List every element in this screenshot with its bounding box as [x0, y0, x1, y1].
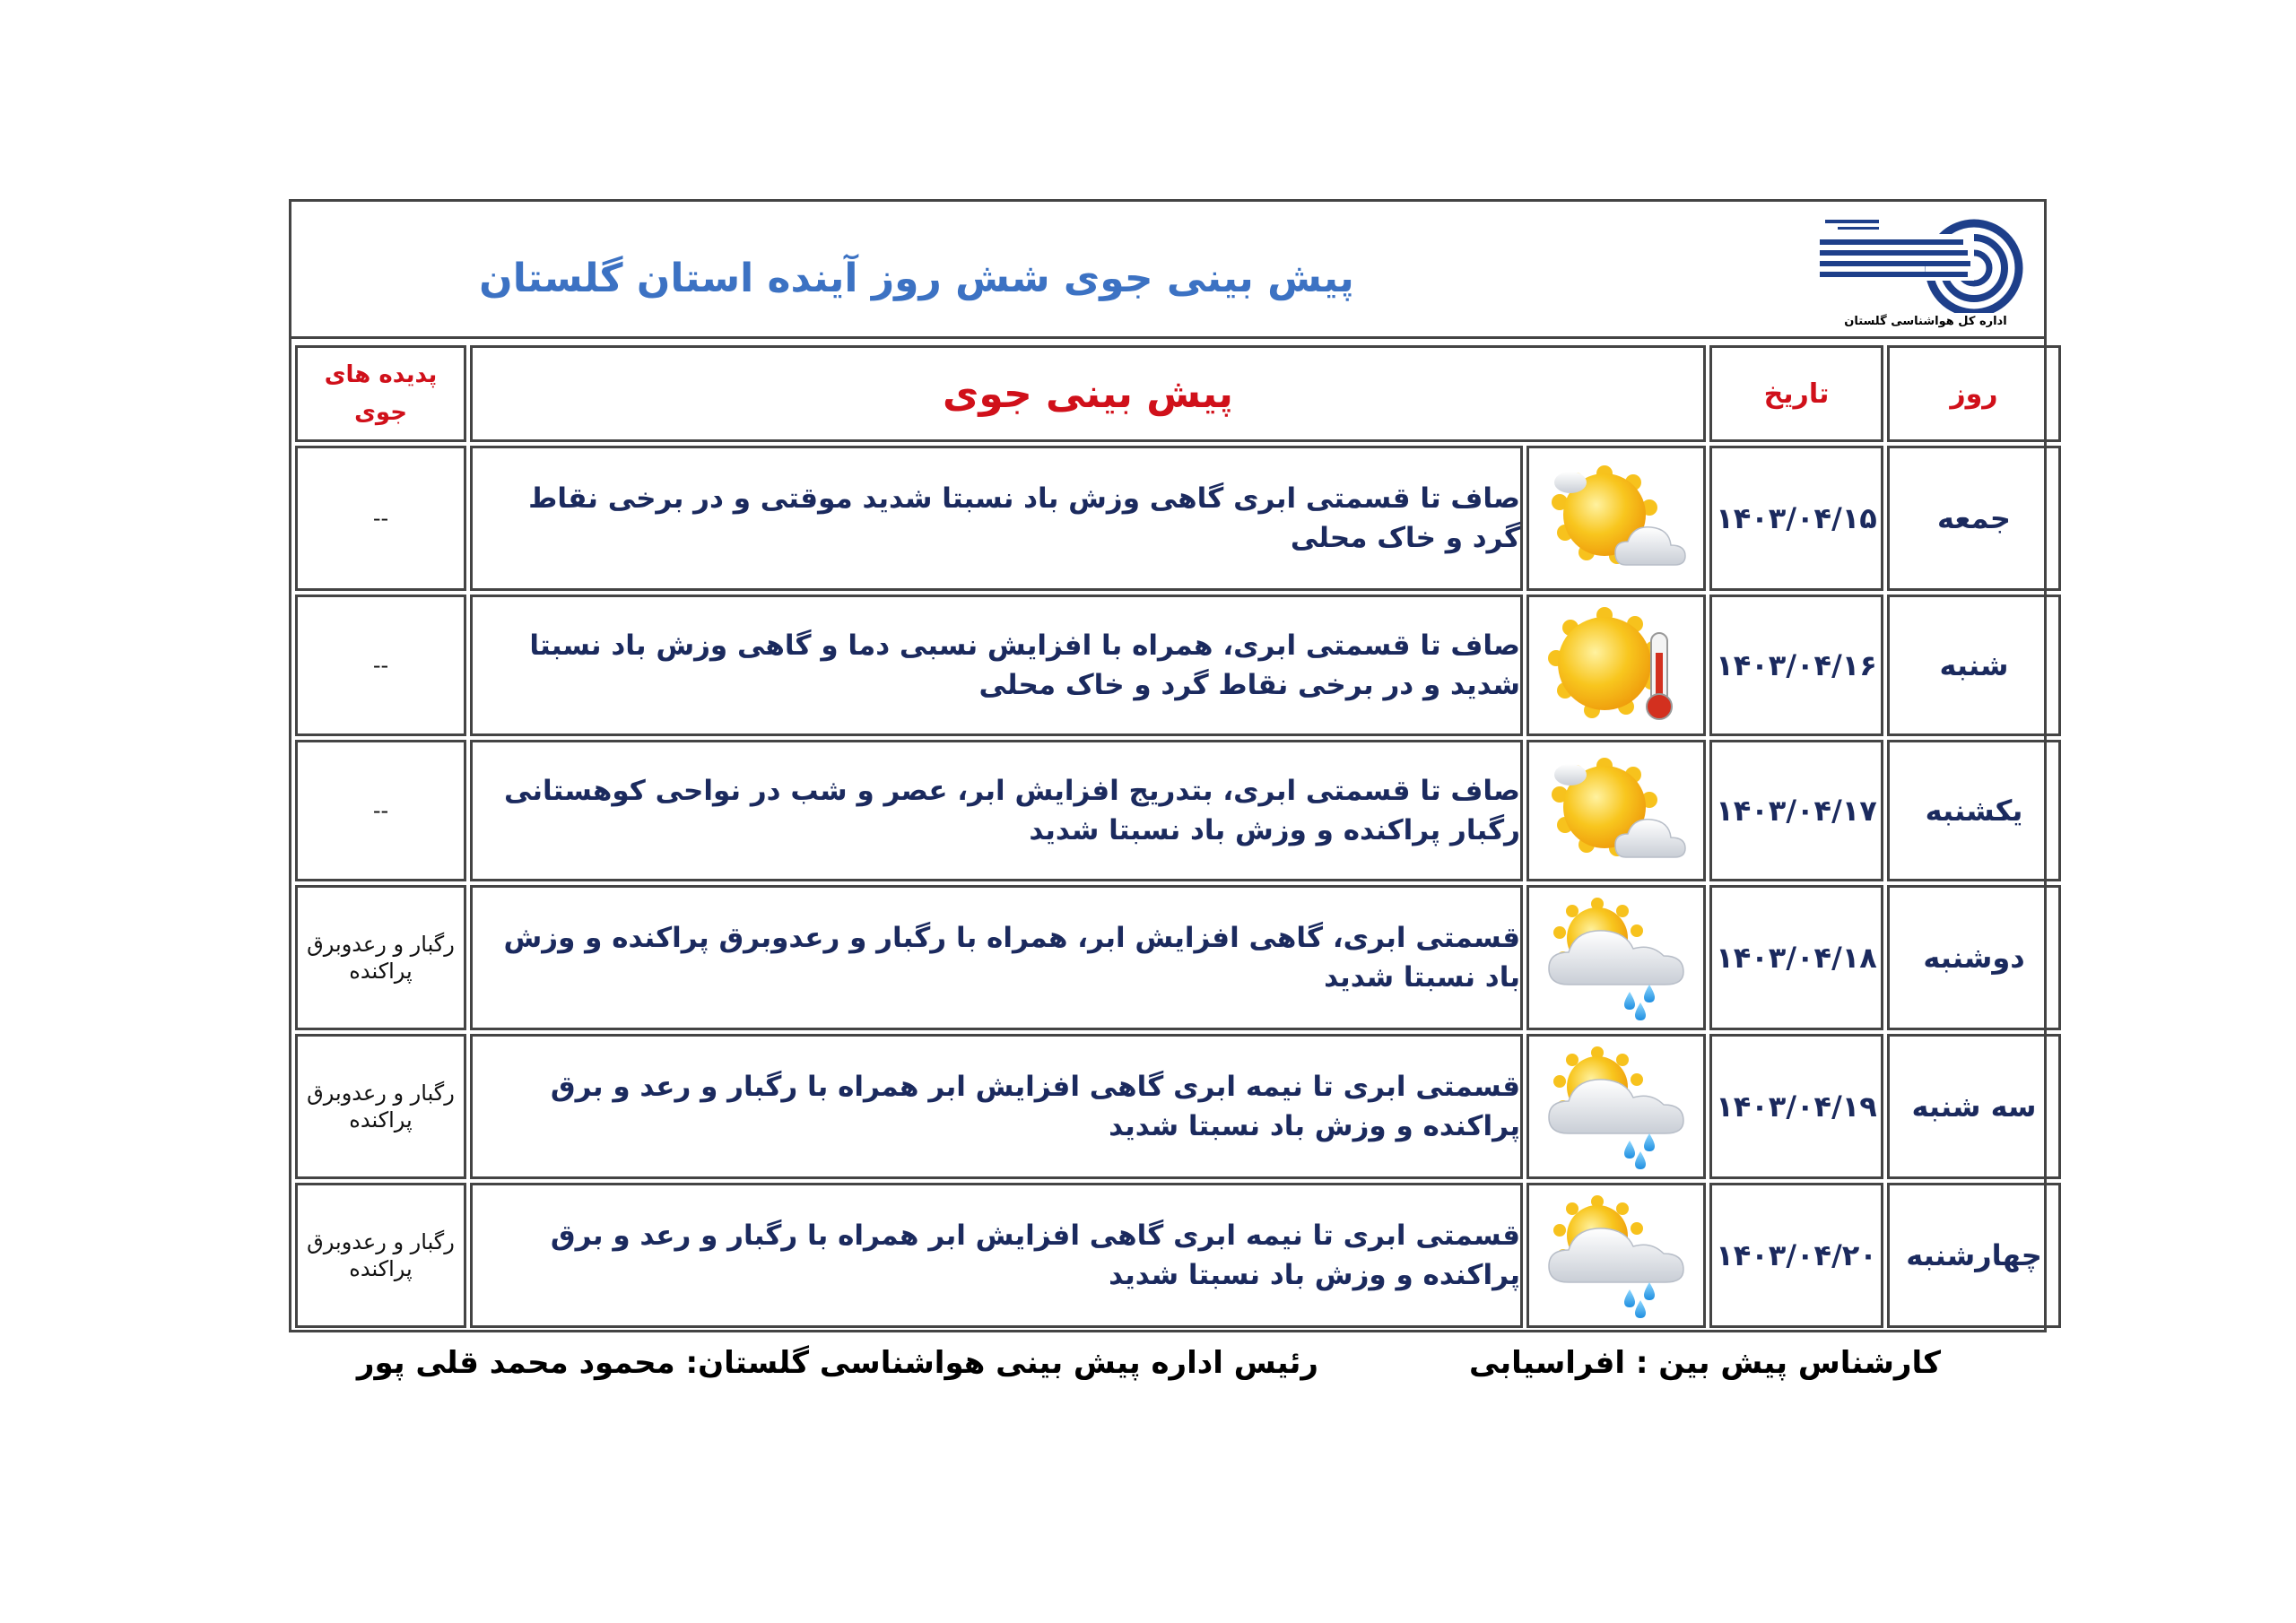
forecast-text: قسمتی ابری تا نیمه ابری گاهی افزایش ابر همراه با رگبار و رعد و برق پراکنده و وزش باد نسبتا شدید	[470, 1034, 1523, 1179]
weather-icon-cell	[1526, 885, 1706, 1030]
phenomena-cell: رگبار و رعدوبرق پراکنده	[295, 1183, 466, 1328]
forecast-text: صاف تا قسمتی ابری، بتدریج افزایش ابر، عصر و شب در نواحی کوهستانی رگبار پراکنده و وزش باد نسبتا شدید	[470, 740, 1523, 881]
date-cell: ۱۴۰۳/۰۴/۱۹	[1709, 1034, 1883, 1179]
date-cell: ۱۴۰۳/۰۴/۱۷	[1709, 740, 1883, 881]
table-row	[295, 1034, 2061, 1179]
weather-icon-cell	[1526, 1034, 1706, 1179]
forecast-text: قسمتی ابری، گاهی افزایش ابر، همراه با رگبار و رعدوبرق پراکنده و وزش باد نسبتا شدید	[470, 885, 1523, 1030]
phenomena-cell: --	[295, 446, 466, 591]
forecast-text: صاف تا قسمتی ابری، همراه با افزایش نسبی دما و گاهی وزش باد نسبتا شدید و در برخی نقاط گرد و خاک محلی	[470, 595, 1523, 736]
sun-cloud-icon	[1540, 456, 1692, 581]
sun-cloud-icon	[1540, 748, 1692, 873]
column-header-phenomena: پدیده های جوی	[295, 345, 466, 442]
forecast-text: قسمتی ابری تا نیمه ابری گاهی افزایش ابر همراه با رگبار و رعد و برق پراکنده و وزش باد نسبتا شدید	[470, 1183, 1523, 1328]
date-cell: ۱۴۰۳/۰۴/۱۶	[1709, 595, 1883, 736]
phenomena-cell: رگبار و رعدوبرق پراکنده	[295, 885, 466, 1030]
table-row	[295, 446, 2061, 591]
table-row	[295, 595, 2061, 736]
day-cell: چهارشنبه	[1887, 1183, 2061, 1328]
phenomena-cell: --	[295, 595, 466, 736]
day-cell: شنبه	[1887, 595, 2061, 736]
table-row	[295, 740, 2061, 881]
weather-icon-cell	[1526, 740, 1706, 881]
sun-cloud-rain-icon	[1540, 1193, 1692, 1318]
table-row	[295, 1183, 2061, 1328]
forecaster-name: کارشناس پیش بین : افراسیابی	[1469, 1345, 1941, 1381]
phenomena-cell: --	[295, 740, 466, 881]
sheet-header	[291, 202, 2044, 339]
page-title: پیش بینی جوی شش روز آینده استان گلستان	[479, 256, 1354, 301]
day-cell: یکشنبه	[1887, 740, 2061, 881]
day-cell: دوشنبه	[1887, 885, 2061, 1030]
column-header-day: روز	[1887, 345, 2061, 442]
date-cell: ۱۴۰۳/۰۴/۲۰	[1709, 1183, 1883, 1328]
phenomena-cell: رگبار و رعدوبرق پراکنده	[295, 1034, 466, 1179]
column-header-date: تاریخ	[1709, 345, 1883, 442]
meteorological-organization-logo	[1820, 213, 2031, 331]
weather-icon-cell	[1526, 595, 1706, 736]
column-header-forecast: پیش بینی جوی	[470, 345, 1706, 442]
table-row	[295, 885, 2061, 1030]
sun-cloud-rain-icon	[1540, 1044, 1692, 1169]
weather-icon-cell	[1526, 446, 1706, 591]
forecast-table	[291, 342, 2065, 1332]
weather-icon-cell	[1526, 1183, 1706, 1328]
day-cell: سه شنبه	[1887, 1034, 2061, 1179]
forecast-sheet	[289, 199, 2047, 1332]
sun-thermometer-icon	[1540, 603, 1692, 728]
date-cell: ۱۴۰۳/۰۴/۱۵	[1709, 446, 1883, 591]
logo-caption: اداره کل هواشناسی گلستان	[1844, 315, 2007, 328]
iran-meteorological-organization-icon	[1820, 213, 2031, 313]
forecast-text: صاف تا قسمتی ابری گاهی وزش باد نسبتا شدید موقتی و در برخی نقاط گرد و خاک محلی	[470, 446, 1523, 591]
date-cell: ۱۴۰۳/۰۴/۱۸	[1709, 885, 1883, 1030]
day-cell: جمعه	[1887, 446, 2061, 591]
department-head-name: رئیس اداره پیش بینی هواشناسی گلستان: محمود محمد قلی پور	[356, 1345, 1318, 1381]
sun-cloud-rain-icon	[1540, 895, 1692, 1020]
